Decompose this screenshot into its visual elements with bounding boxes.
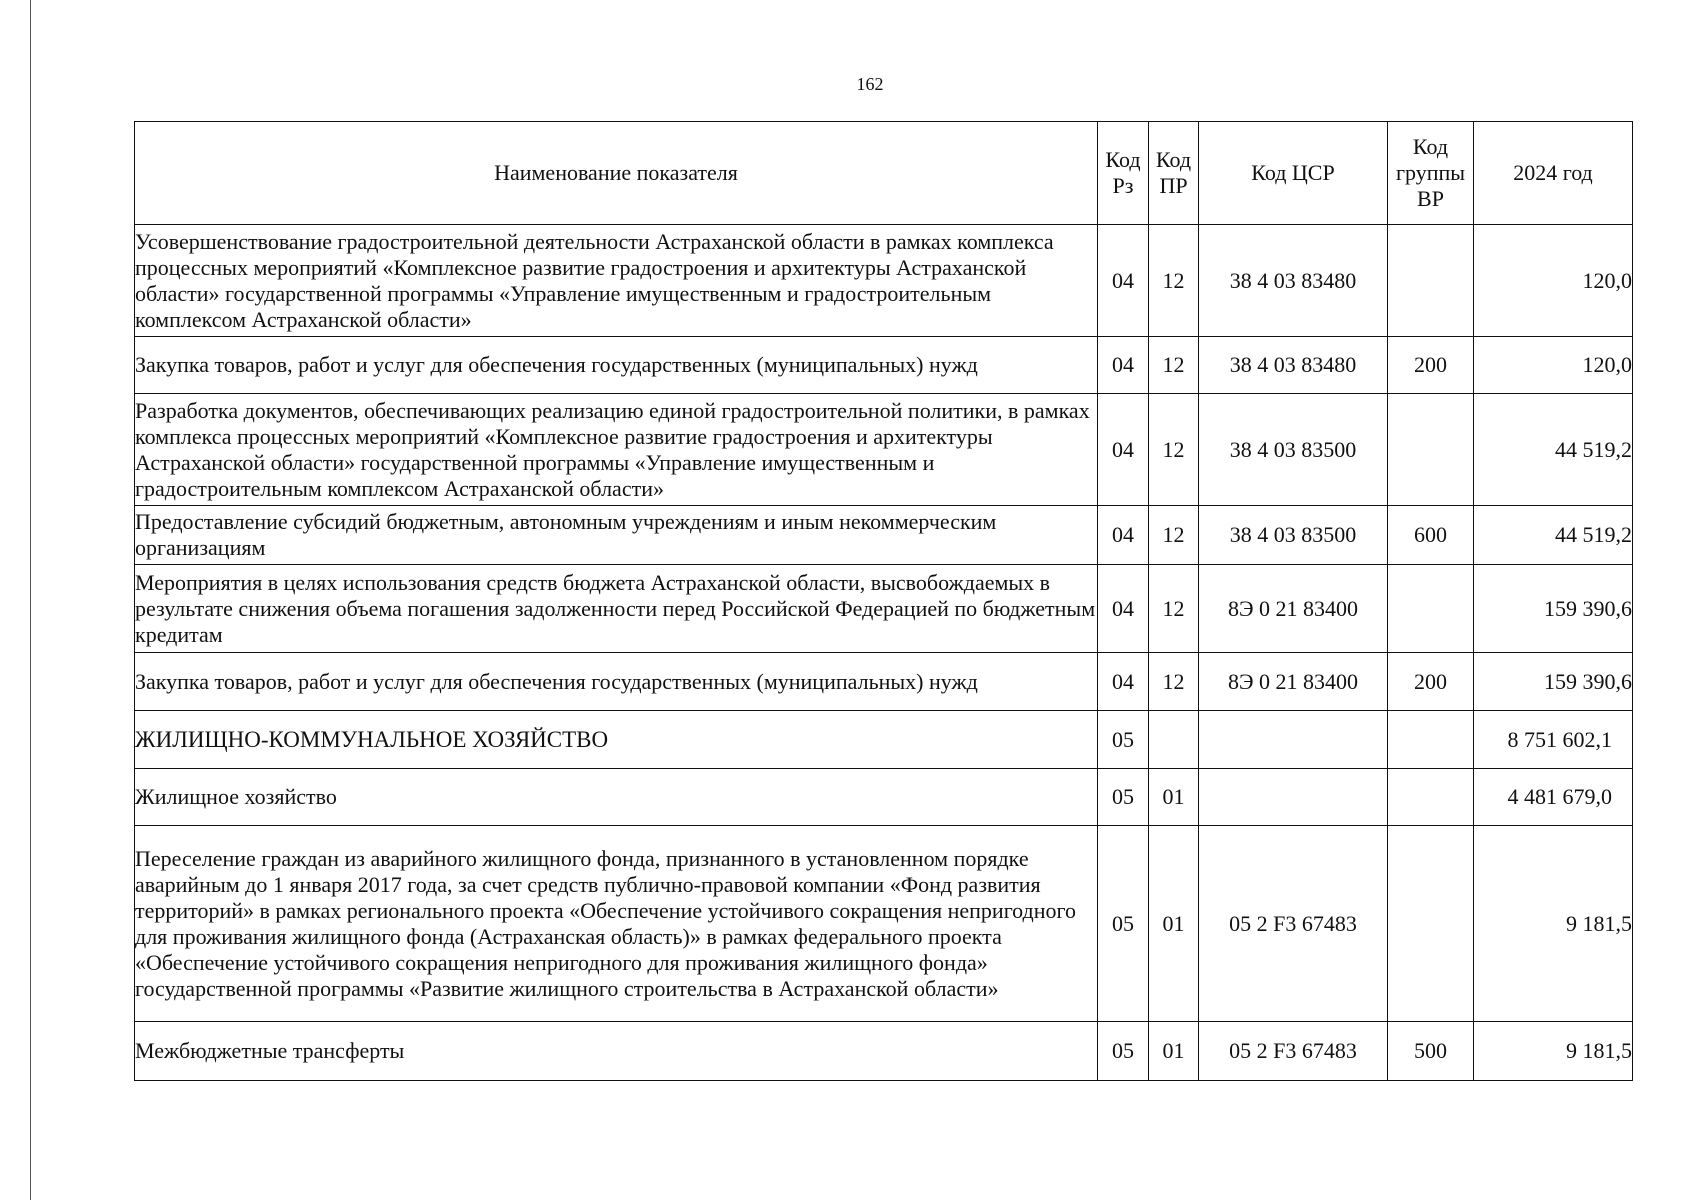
table-row xyxy=(135,711,1633,769)
row-name: Закупка товаров, работ и услуг для обеспечения государственных (муниципальных) нужд xyxy=(135,337,1098,394)
table-row xyxy=(135,225,1633,337)
header-name: Наименование показателя xyxy=(135,122,1098,225)
row-rz: 04 xyxy=(1098,394,1149,506)
row-csr: 38 4 03 83480 xyxy=(1199,225,1388,337)
header-rz-line1: Код xyxy=(1105,147,1141,172)
table-header-row xyxy=(135,122,1633,225)
row-rz: 04 xyxy=(1098,653,1149,711)
row-amount: 120,0 xyxy=(1474,225,1633,337)
table-row xyxy=(135,394,1633,506)
table-row xyxy=(135,653,1633,711)
header-pr-line1: Код xyxy=(1155,147,1192,172)
header-rz-line2: Рз xyxy=(1112,173,1134,198)
row-pr: 01 xyxy=(1149,826,1199,1022)
header-vr xyxy=(1388,122,1474,225)
row-pr: 12 xyxy=(1149,394,1199,506)
row-name: Переселение граждан из аварийного жилищного фонда, признанного в установленном порядке аварийным до 1 января 2017 года, за счет средств публично-правовой компании «Фонд развития территорий» в рамках регионального проекта «Обеспечение устойчивого сокращения непригодного для проживания жилищного фонда (Астраханская область)» в рамках федерального проекта «Обеспечение устойчивого сокращения непригодного для проживания жилищного фонда» государственной программы «Развитие жилищного строительства в Астраханской области» xyxy=(135,826,1098,1022)
table-row xyxy=(135,337,1633,394)
row-pr: 01 xyxy=(1149,769,1199,826)
row-vr: 600 xyxy=(1388,506,1474,565)
row-vr: 500 xyxy=(1388,1022,1474,1081)
row-vr xyxy=(1388,711,1474,769)
row-csr: 8Э 0 21 83400 xyxy=(1199,653,1388,711)
row-amount: 9 181,5 xyxy=(1474,826,1633,1022)
row-name: Усовершенствование градостроительной деятельности Астраханской области в рамках комплекса процессных мероприятий «Комплексное развитие градостроения и архитектуры Астраханской области» государственной программы «Управление имущественным и градостроительным комплексом Астраханской области» xyxy=(135,225,1098,337)
row-name: Мероприятия в целях использования средств бюджета Астраханской области, высвобождаемых в результате снижения объема погашения задолженности перед Российской Федерацией по бюджетным кредитам xyxy=(135,565,1098,653)
row-rz: 04 xyxy=(1098,225,1149,337)
row-pr xyxy=(1149,711,1199,769)
row-pr: 12 xyxy=(1149,337,1199,394)
row-amount: 44 519,2 xyxy=(1474,506,1633,565)
row-vr xyxy=(1388,394,1474,506)
header-year: 2024 год xyxy=(1474,122,1633,225)
row-amount: 44 519,2 xyxy=(1474,394,1633,506)
row-rz: 05 xyxy=(1098,711,1149,769)
row-csr: 38 4 03 83500 xyxy=(1199,506,1388,565)
row-name: ЖИЛИЩНО-КОММУНАЛЬНОЕ ХОЗЯЙСТВО xyxy=(135,711,1098,769)
row-rz: 04 xyxy=(1098,506,1149,565)
row-amount: 9 181,5 xyxy=(1474,1022,1633,1081)
row-amount: 120,0 xyxy=(1474,337,1633,394)
row-vr xyxy=(1388,769,1474,826)
row-vr xyxy=(1388,225,1474,337)
header-vr-line2: группы xyxy=(1395,160,1466,185)
row-csr: 38 4 03 83480 xyxy=(1199,337,1388,394)
row-amount: 4 481 679,0 xyxy=(1474,769,1633,826)
row-vr xyxy=(1388,826,1474,1022)
budget-table xyxy=(134,121,1633,1081)
row-vr: 200 xyxy=(1388,337,1474,394)
table-row xyxy=(135,826,1633,1022)
row-rz: 04 xyxy=(1098,337,1149,394)
row-rz: 05 xyxy=(1098,769,1149,826)
header-vr-line3: ВР xyxy=(1417,186,1444,211)
table-row xyxy=(135,1022,1633,1081)
row-pr: 12 xyxy=(1149,565,1199,653)
row-name: Предоставление субсидий бюджетным, автономным учреждениям и иным некоммерческим организациям xyxy=(135,506,1098,565)
row-rz: 05 xyxy=(1098,1022,1149,1081)
binding-margin-line xyxy=(30,0,31,1200)
header-rz xyxy=(1098,122,1149,225)
row-amount: 8 751 602,1 xyxy=(1474,711,1633,769)
row-csr: 05 2 F3 67483 xyxy=(1199,1022,1388,1081)
row-rz: 04 xyxy=(1098,565,1149,653)
row-pr: 01 xyxy=(1149,1022,1199,1081)
header-csr: Код ЦСР xyxy=(1199,122,1388,225)
row-pr: 12 xyxy=(1149,653,1199,711)
row-amount: 159 390,6 xyxy=(1474,565,1633,653)
row-rz: 05 xyxy=(1098,826,1149,1022)
row-name: Жилищное хозяйство xyxy=(135,769,1098,826)
table-row xyxy=(135,506,1633,565)
table-row xyxy=(135,769,1633,826)
row-amount: 159 390,6 xyxy=(1474,653,1633,711)
table-row xyxy=(135,565,1633,653)
row-vr: 200 xyxy=(1388,653,1474,711)
row-csr xyxy=(1199,769,1388,826)
row-csr: 05 2 F3 67483 xyxy=(1199,826,1388,1022)
row-csr: 38 4 03 83500 xyxy=(1199,394,1388,506)
row-name: Межбюджетные трансферты xyxy=(135,1022,1098,1081)
row-name: Разработка документов, обеспечивающих реализацию единой градостроительной политики, в рамках комплекса процессных мероприятий «Комплексное развитие градостроения и архитектуры Астраханской области» государственной программы «Управление имущественным и градостроительным комплексом Астраханской области» xyxy=(135,394,1098,506)
header-pr xyxy=(1149,122,1199,225)
row-pr: 12 xyxy=(1149,506,1199,565)
header-pr-line2: ПР xyxy=(1159,173,1188,198)
row-csr xyxy=(1199,711,1388,769)
page-number: 162 xyxy=(856,74,884,94)
header-vr-line1: Код xyxy=(1412,134,1449,159)
row-pr: 12 xyxy=(1149,225,1199,337)
row-name: Закупка товаров, работ и услуг для обеспечения государственных (муниципальных) нужд xyxy=(135,653,1098,711)
row-csr: 8Э 0 21 83400 xyxy=(1199,565,1388,653)
row-vr xyxy=(1388,565,1474,653)
